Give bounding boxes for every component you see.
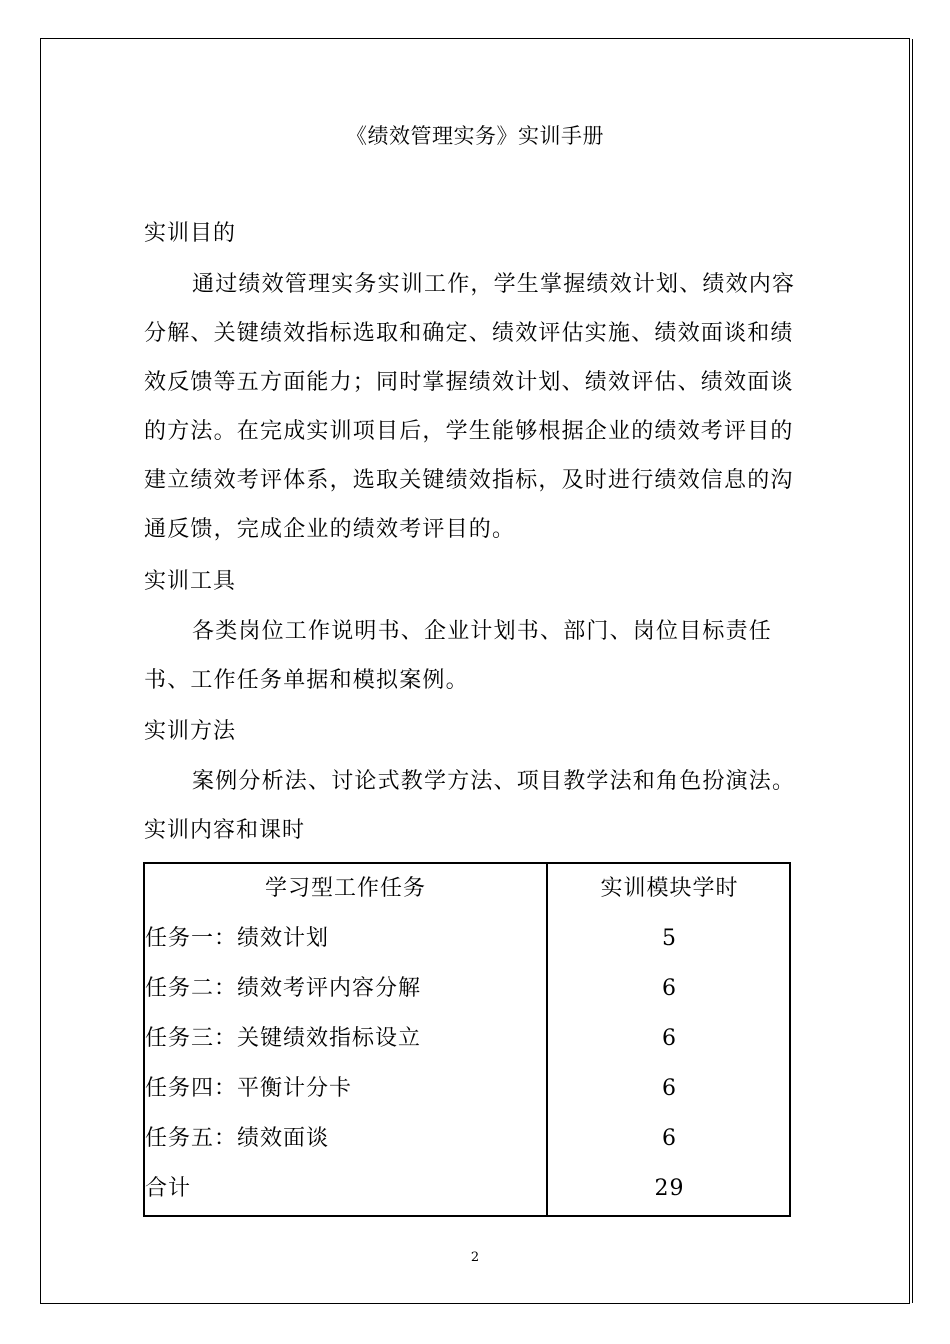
table-header-task: 学习型工作任务 — [264, 876, 426, 901]
table-cell-hours: 6 — [662, 976, 677, 1001]
table-cell-task: 任务五：绩效面谈 — [145, 1126, 330, 1151]
table-cell-task: 任务二：绩效考评内容分解 — [145, 976, 422, 1001]
table-row — [145, 1014, 789, 1064]
section-heading-methods: 实训方法 — [144, 719, 237, 744]
document-title: 《绩效管理实务》实训手册 — [346, 124, 604, 148]
table-cell-total-hours: 29 — [654, 1176, 685, 1201]
section-heading-purpose: 实训目的 — [144, 221, 237, 246]
section-heading-content: 实训内容和课时 — [144, 818, 306, 843]
table-cell-task: 任务一：绩效计划 — [145, 926, 330, 951]
table-cell-total-label: 合计 — [145, 1176, 192, 1201]
paragraph-methods: 案例分析法、讨论式教学方法、项目教学法和角色扮演法。 — [192, 769, 796, 794]
table-cell-hours: 6 — [662, 1026, 677, 1051]
paragraph-purpose: 通过绩效管理实务实训工作，学生掌握绩效计划、绩效内容分解、关键绩效指标选取和确定、绩效评估实施、绩效面谈和绩效反馈等五方面能力；同时掌握绩效计划、绩效评估、绩效面谈的方法。在完成实训项目后，学生能够根据企业的绩效考评目的建立绩效考评体系，选取关键绩效指标，及时进行绩效信息的沟通反馈，完成企业的绩效考评目的。 — [144, 272, 796, 542]
page-number: 2 — [470, 1250, 480, 1265]
table-cell-hours: 6 — [662, 1126, 677, 1151]
table-header-hours: 实训模块学时 — [600, 876, 739, 901]
table-cell-task: 任务三：关键绩效指标设立 — [145, 1026, 422, 1051]
course-hours-table — [143, 862, 791, 1217]
table-cell-task: 任务四：平衡计分卡 — [145, 1076, 353, 1101]
table-header-row — [145, 864, 789, 914]
table-total-row — [145, 1164, 789, 1214]
section-heading-tools: 实训工具 — [144, 569, 237, 594]
table-row — [145, 1064, 789, 1114]
table-row — [145, 1114, 789, 1164]
table-row — [145, 964, 789, 1014]
paragraph-tools: 各类岗位工作说明书、企业计划书、部门、岗位目标责任书、工作任务单据和模拟案例。 — [144, 619, 773, 693]
table-row — [145, 914, 789, 964]
table-cell-hours: 5 — [662, 926, 677, 951]
table-cell-hours: 6 — [662, 1076, 677, 1101]
